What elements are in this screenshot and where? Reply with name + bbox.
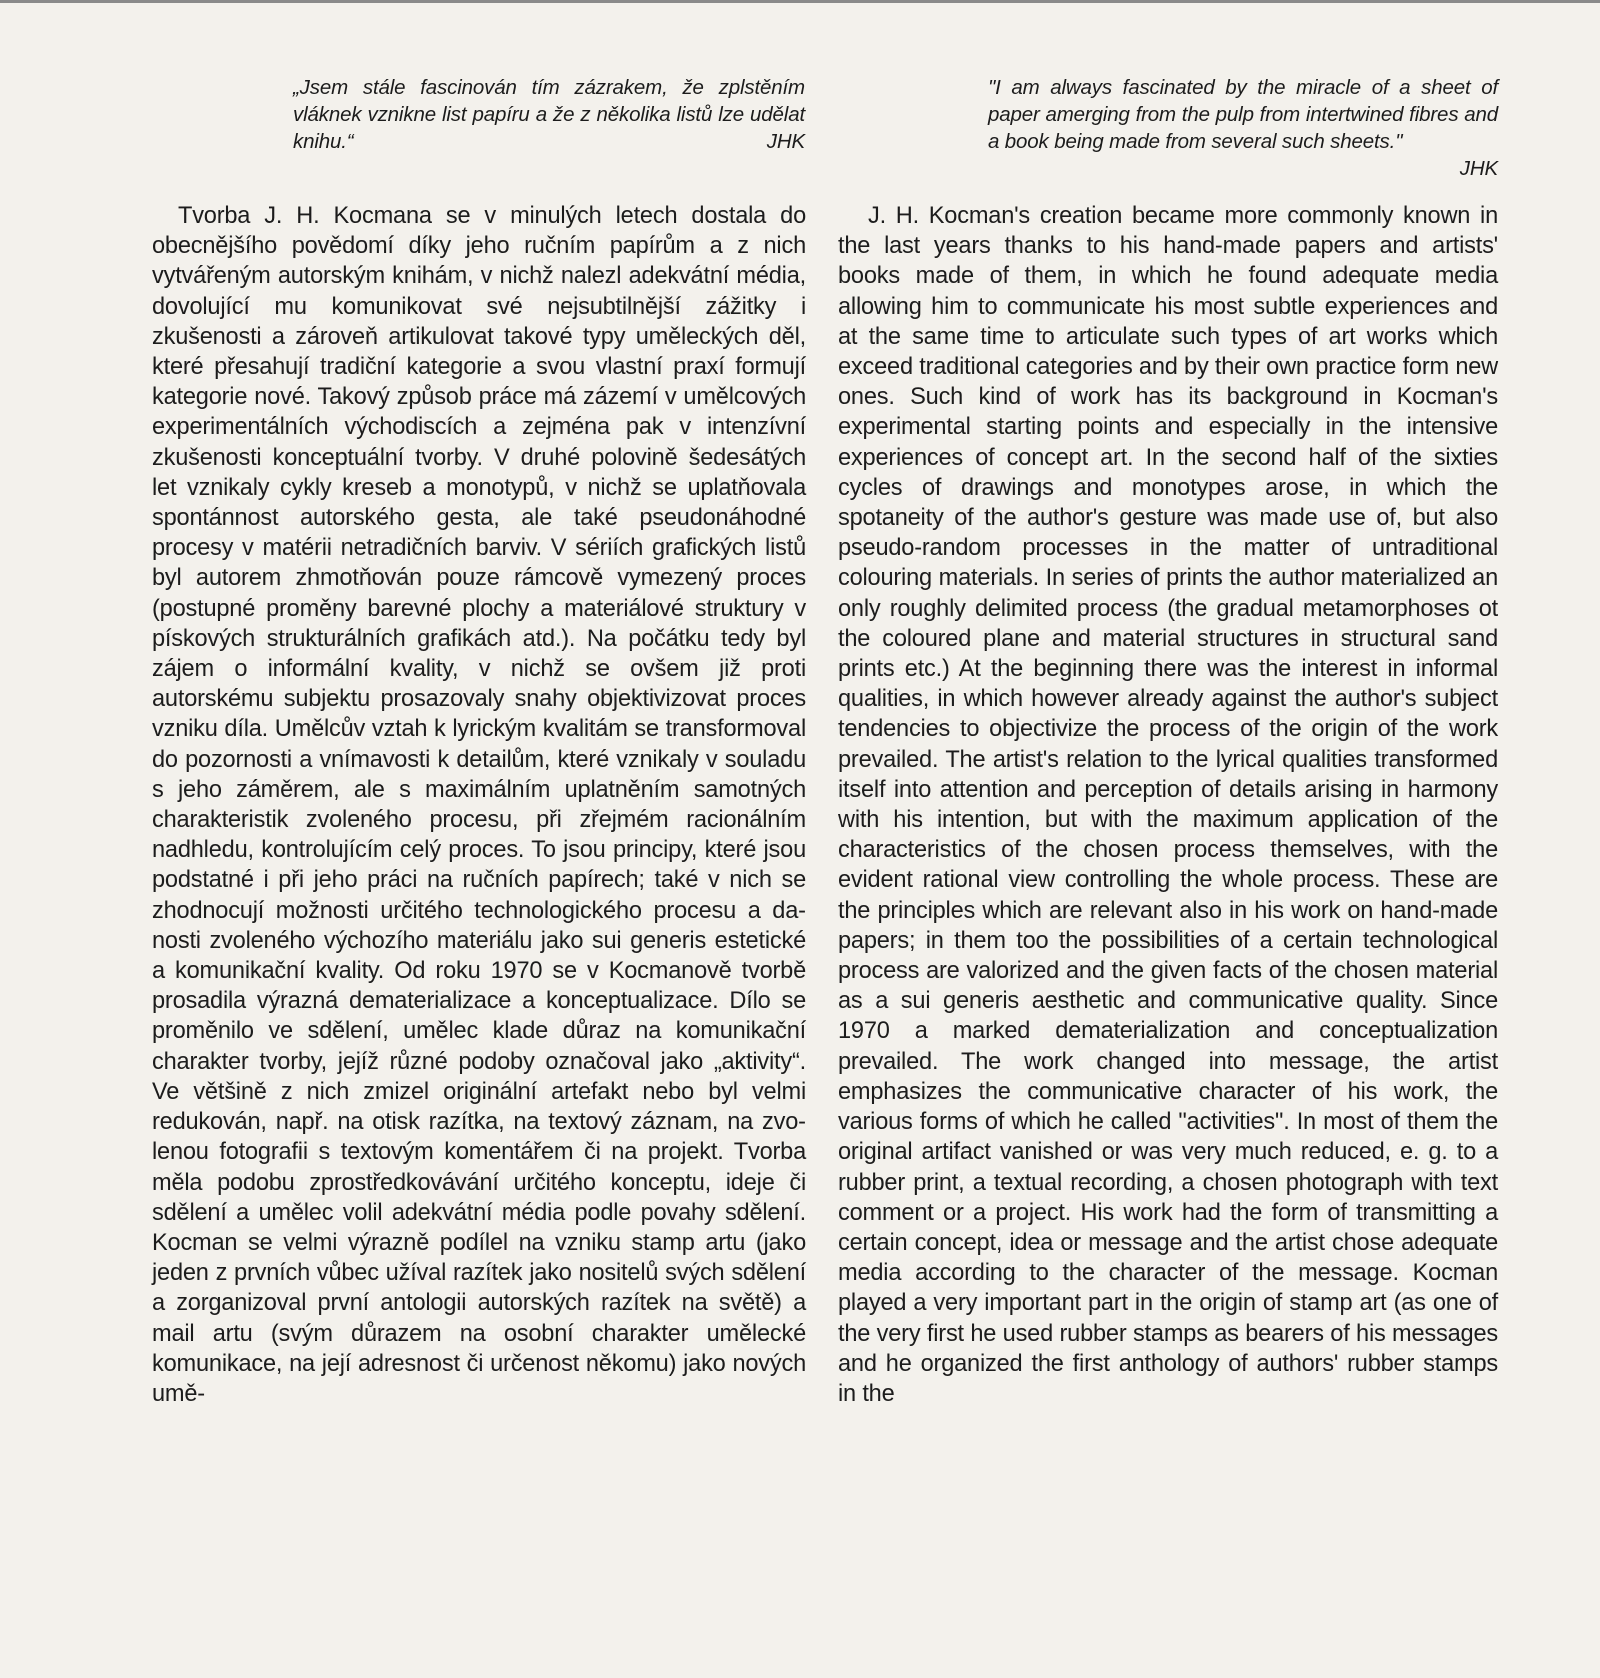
- epigraph-english: [988, 74, 1498, 182]
- top-edge-rule: [0, 0, 1600, 3]
- epigraph-czech: [293, 74, 805, 155]
- epigraph-czech-signature: JHK: [766, 130, 805, 153]
- epigraph-czech-text: „Jsem stále fascinován tím zázrakem, že zplstěním vláknek vznikne list papíru a že z několika listů lze udělat knihu.“: [293, 76, 805, 153]
- body-text-english: J. H. Kocman's creation became more commonly known in the last years thanks to his hand-made papers and artists' books made of them, in which he found adequate media allowing him to communicate his most subtle experiences and at the same time to articulate such types of art works which exceed traditional categories and by their own practice form new ones. Such kind of work has its background in Kocman's experimental starting points and especially in the intensive experiences of concept art. In the second half of the sixties cycles of drawings and monotypes arose, in which the spotaneity of the author's gesture was made use of, but also pseudo-random processes in the matter of untraditional colouring materials. In series of prints the author materialized an only roughly delimited process (the gradual metamorphoses ot the coloured plane and material structures in structural sand prints etc.) At the beginning there was the interest in informal qualities, in which however already against the author's subject tendencies to objectivize the process of the origin of the work prevailed. The artist's relation to the lyrical qualities transformed itself into attention and perception of details arising in harmony with his intention, but with the maximum application of the characteristics of the chosen process themselves, with the evident rational view controlling the whole process. These are the principles which are relevant also in his work on hand-made papers; in them too the possibilities of a certain technological process are valorized and the given facts of the chosen material as a sui generis aesthetic and communicative quality. Since 1970 a marked dematerialization and conceptualization prevailed. The work changed into message, the artist emphasizes the communicative character of his work, the various forms of which he called "activities". In most of them the original artifact vanished or was very much reduced, e. g. to a rubber print, a textual recording, a chosen photograph with text comment or a project. His work had the form of transmitting a certain concept, idea or message and the artist chose adequate media according to the character of the message. Kocman played a very important part in the origin of stamp art (as one of the very first he used rubber stamps as bearers of his messages and he organized the first anthology of authors' rubber stamps in the: [838, 203, 1498, 1407]
- epigraph-english-text: "I am always fascinated by the miracle of a sheet of paper amerging from the pulp from intertwined fibres and a book being made from several such sheets.": [988, 76, 1498, 153]
- body-text-czech: Tvorba J. H. Kocmana se v minulých letech dostala do obecnějšího povědomí díky jeho ručním papírům a z nich vytvářeným autorským knihám, v nichž nalezl adekvátní média, dovolující mu komunikovat své nejsubtilnější zážitky i zkušenosti a zároveň artikulovat takové typy uměleckých děl, které přesahují tradiční kategorie a svou vlastní praxí formují kategorie nové. Takový způsob práce má zázemí v umělcových experimentálních východiscích a zejména pak v intenzívní zkušenosti konceptuální tvorby. V druhé polovině šedesátých let vznikaly cykly kreseb a monotypů, v nichž se uplatňovala spontánnost autorského gesta, ale také pseudonáhodné procesy v matérii netradičních barviv. V sériích grafických listů byl autorem zhmotňován pouze rámcově vymezený proces (postupné proměny barevné plochy a materiálové struktury v pískových strukturálních grafikách atd.). Na počátku tedy byl zájem o informální kvality, v nichž se ovšem již proti autorskému subjektu prosazovaly snahy objektivizovat proces vzniku díla. Umělcův vztah k lyrickým kvalitám se transformoval do pozornosti a vnímavosti k detailům, které vznikaly v souladu s jeho záměrem, ale s maximálním uplatněním samotných charakteristik zvoleného procesu, při zřejmém racionálním nadhledu, kontrolujícím celý proces. To jsou principy, které jsou podstatné i při jeho práci na ručních papírech; také v nich se zhodnocují možnosti určitého technologického procesu a danosti zvoleného výchozího materiálu jako sui generis estetické a komunikační kvality. Od roku 1970 se v Kocmanově tvorbě prosadila výrazná dematerializace a konceptualizace. Dílo se proměnilo ve sdělení, umělec klade důraz na komunikační charakter tvorby, jejíž různé podoby označoval jako „aktivity“. Ve většině z nich zmizel originální artefakt nebo byl velmi redukován, např. na otisk razítka, na textový záznam, na zvolenou fotografii s textovým komentářem či na projekt. Tvorba měla podobu zprostředkovávání určitého konceptu, ideje či sdělení a umělec volil adekvátní média podle povahy sdělení. Kocman se velmi výrazně podílel na vzniku stamp artu (jako jeden z prvních vůbec užíval razítek jako nositelů svých sdělení a zorganizoval první antologii autorských razítek na světě) a mail artu (svým důrazem na osobní charakter umělecké komunikace, na její adresnost či určenost někomu) jako nových umě-: [152, 203, 806, 1407]
- epigraph-english-signature: JHK: [1459, 157, 1498, 180]
